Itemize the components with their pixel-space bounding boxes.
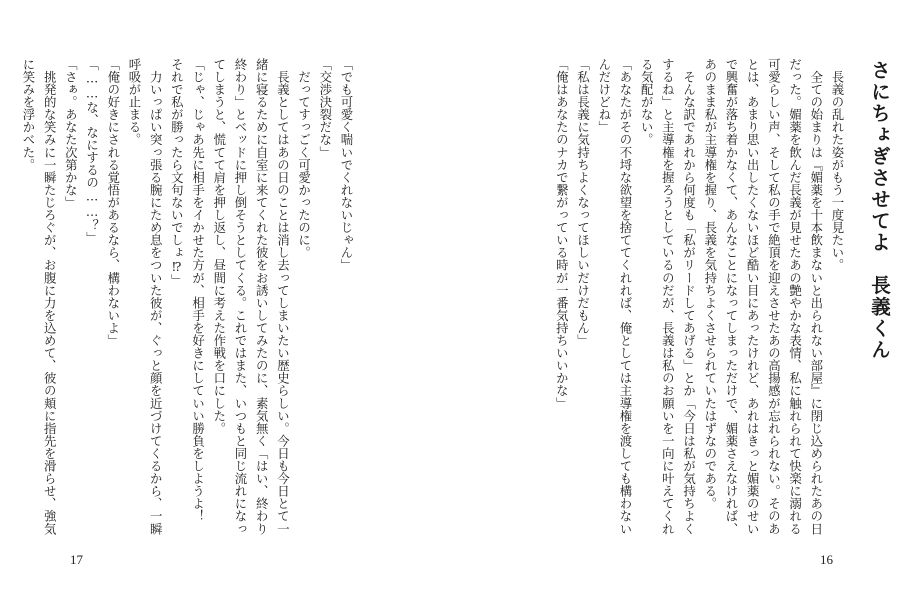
- left-page-text: [20, 58, 357, 538]
- text-line: 長義としてはあの日のことは消し去ってしまいたい歴史らしい。今日も今日とて一緒に寝るために自室に来てくれた彼をお誘いしてみたのに、素気無く「はい、終わり終わり」とベッドに押し倒そうとしてくる。これではまた、いつもと同じ流れになってしまうと、慌てて肩を押し返し、昼間に考えた作戦を口にした。: [211, 58, 291, 535]
- chapter-title: さにちょぎさせてよ 長義くん: [868, 60, 891, 361]
- text-line: 「俺の好きにされる覚悟があるなら、構わないよ」: [105, 58, 121, 347]
- text-line: だってすっごく可愛かったのに。: [296, 58, 312, 259]
- text-line: 「交渉決裂だな」: [317, 58, 333, 159]
- right-page: [450, 0, 900, 597]
- page-number-right: 16: [820, 552, 833, 567]
- text-line: 力いっぱい突っ張る腕にため息をついた彼が、ぐっと顔を近づけてくるから、一瞬呼吸が止まる。: [126, 58, 164, 535]
- text-line: 「私は長義に気持ちよくなってほしいだけだもん」: [575, 58, 591, 347]
- text-line: 全ての始まりは『媚薬を十本飲まないと出られない部屋』に閉じ込められたあの日だった。媚薬を飲んだ長義が見せたあの艶やかな表情、私に触れられて快楽に溺れる可愛らしい声、そして私の手で絶頂を迎えさせたあの高揚感が忘れられない。そのあとは、あまり思い出したくないほど酷い目にあったけれど、あれはきっと媚薬のせいで興奮が落ち着かなくて、あんなことになってしまっただけで、媚薬さえなければ、あのまま私が主導権を握り、長義を気持ちよくさせられていたはずなのである。: [702, 58, 824, 535]
- text-line: 長義の乱れた姿がもう一度見たい。: [830, 58, 845, 272]
- text-line: 「でも可愛く喘いでくれないじゃん」: [339, 58, 354, 272]
- text-line: 「じゃ、じゃあ先に相手をイかせた方が、相手を好きにしていい勝負をしようよ！ それで私が勝ったら文句ないでしょ⁉」: [169, 58, 206, 535]
- right-page-text: [554, 58, 892, 538]
- text-line: 「あなたがその不埒な欲望を捨ててくれれば、俺としては主導権を渡しても構わないんだけどね」: [596, 58, 633, 535]
- page-number-left: 17: [70, 552, 83, 567]
- text-line: 挑発的な笑みに一瞬たじろぐが、お腹に力を込めて、彼の頬に指先を滑らせ、強気に笑みを浮かべた。: [20, 58, 58, 535]
- text-line: 「俺はあなたのナカで繋がっている時が一番気持ちいいかな」: [554, 58, 570, 410]
- text-line: そんな訳であれから何度も「私がリードしてあげる」とか「今日は私が気持ちよくするね」と主導権を握ろうとしているのだが、長義は私のお願いを一向に叶えてくれる気配がない。: [639, 58, 697, 535]
- text-line: 「……な、なにするの……？」: [84, 58, 100, 245]
- text-line: 「さぁ。あなた次第かな」: [63, 58, 79, 209]
